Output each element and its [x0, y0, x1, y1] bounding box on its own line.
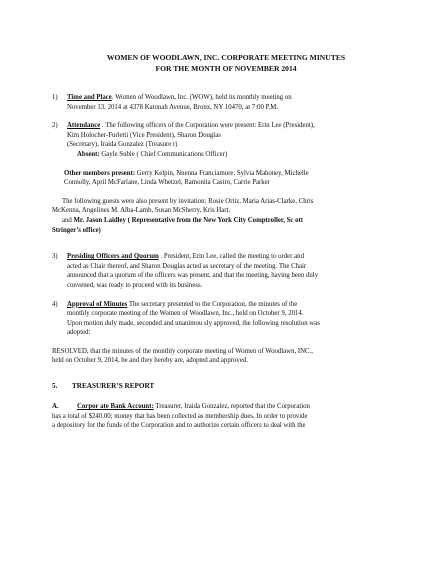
section-text: . The following officers of the Corporation were present: Erin Lee (President), — [100, 122, 315, 130]
resolution-text: held on October 9, 2014, be and they hereby are, adopted and approved. — [52, 357, 248, 365]
guest-representative: Mr. Jason Laidley ( Representative from the New York City Comptroller, Sc ott — [73, 216, 304, 224]
subsection-text: Treasurer, Iraida Gonzalez, reported that the Corporation — [153, 403, 310, 411]
guests-text: The following guests were also present by invitation: Rosie Ortiz, Maria Arias-Clarke, Chris — [62, 197, 314, 205]
subsection-corporate-bank-account — [52, 402, 392, 431]
section-text: monthly corporate meeting of the Women of Woodlawn, Inc., held on October 9, 2014. — [67, 310, 304, 318]
section-text: adopted: — [67, 329, 91, 337]
section-text: The secretary presented to the Corporation, the minutes of the — [127, 300, 298, 308]
resolution — [52, 347, 392, 366]
section-heading: Time and Place — [67, 94, 112, 101]
section-heading: TREASURER’S REPORT — [72, 382, 155, 391]
guests-text: and — [62, 216, 74, 224]
section-text: convened, was ready to proceed with its business. — [67, 281, 203, 289]
section-treasurers-report — [52, 381, 440, 391]
section-text: . Women of Woodlawn, Inc. (WOW), held its monthly meeting on — [111, 94, 292, 101]
members-text: Gerry Kelpin, Nnenna Franciamore, Sylvia Mahoney, Michelle — [135, 169, 309, 177]
members-label: Other members present: — [64, 169, 136, 177]
section-number: 4) — [52, 300, 58, 308]
section-attendance — [52, 121, 382, 159]
guest-representative-cont: Stringer’s office) — [52, 226, 101, 234]
guests-text: McKenna, Angelines M. Alba-Lamb, Susan McSherry, Kris Hart, — [52, 207, 231, 215]
other-members-present — [64, 169, 404, 188]
section-text: acted as Chair thereof, and Sharon Douglas acted as secretary of the meeting. The Chair — [67, 262, 307, 270]
members-text: Connolly, April McFarlane, Linda Whetzel, Ramonita Castro, Carrie Parker — [64, 179, 270, 187]
section-number: 1) — [52, 94, 58, 101]
section-heading: Presiding Officers and Quorum — [67, 253, 159, 261]
section-heading: Approval of Minutes — [67, 300, 128, 308]
section-text: . President, Erin Lee, called the meeting to order and — [158, 253, 304, 261]
section-time-and-place — [52, 93, 382, 112]
absent-text: Gayle Suble ( Chief Communications Officer) — [99, 150, 228, 158]
subsection-text: a depository for the funds of the Corporation and to authorize certain officers to deal with the — [52, 422, 306, 430]
subsection-text: has a total of $240.00; money that has been collected as membership dues. In order to provide — [52, 412, 308, 420]
section-heading: Attendance — [67, 122, 101, 130]
document-title-line1: WOMEN OF WOODLAWN, INC. CORPORATE MEETING MINUTES — [106, 53, 346, 62]
section-number: 3) — [52, 253, 58, 261]
section-approval-of-minutes — [52, 300, 382, 338]
section-text: Kim Holocher-Furletti (Vice President), Sharon Douglas — [67, 131, 221, 139]
section-number: 2) — [52, 122, 58, 130]
section-text: (Secretary), Iraida Gonzalez (Treasure r) — [67, 141, 178, 149]
resolution-text: RESOLVED, that the minutes of the monthly corporate meeting of Women of Woodlawn, INC., — [52, 347, 313, 355]
section-text: announced that a quorum of the officers was present, and that the meeting, having been duly — [67, 272, 319, 280]
document-title-line2: FOR THE MONTH OF NOVEMBER 2014 — [155, 64, 297, 73]
guests-present — [52, 197, 392, 235]
subsection-label: A. — [52, 403, 59, 411]
subsection-heading: Corpor ate Bank Account: — [77, 403, 154, 411]
section-text: Upon motion duly made, seconded and unanimou sly approved, the following resolution was — [67, 319, 320, 327]
section-number: 5. — [52, 382, 58, 391]
absent-label: Absent: — [77, 150, 100, 158]
section-text: November 13, 2014 at 4378 Katonah Avenue, Bronx, NY 10470, at 7:00 P.M. — [67, 103, 279, 111]
section-presiding-officers — [52, 252, 382, 290]
